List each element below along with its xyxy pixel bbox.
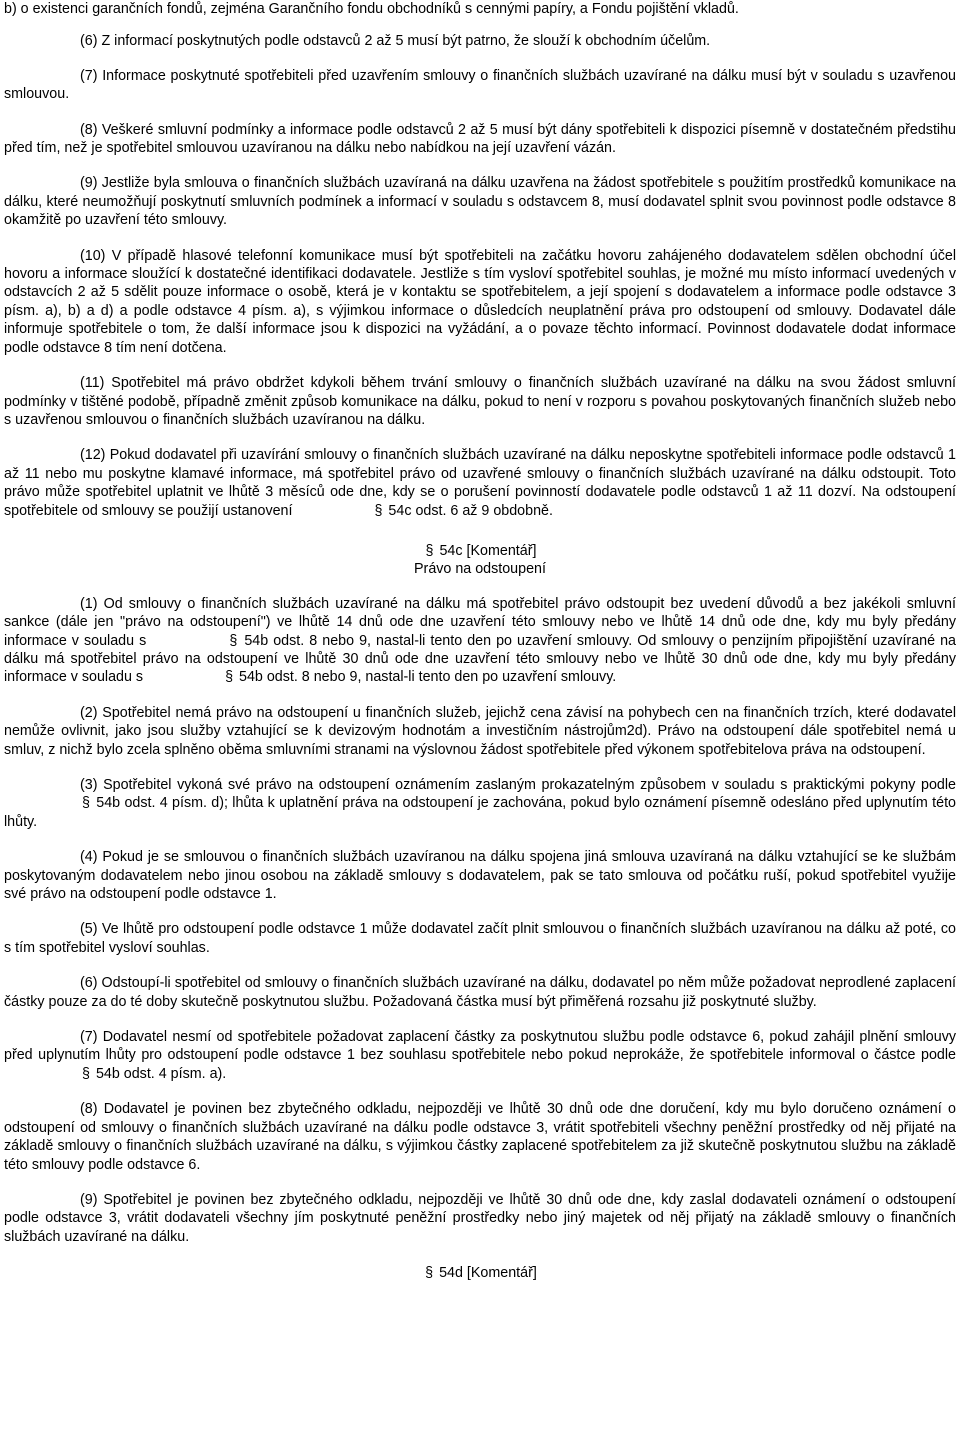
section-sign: § bbox=[229, 632, 238, 649]
section-sign: § bbox=[425, 542, 434, 559]
withdrawal-paragraph-2: (2) Spotřebitel nemá právo na odstoupení u finančních služeb, jejichž cena závisí na pohybech cen na finančních trzích, které dodavatel nemůže ovlivnit, jako jsou služby vztahující se k devizovým hodnotám a investičním nástrojům2d). Právo na odstoupení dále spotřebitel nemá u smluv, z nichž bylo zcela splněno oběma smluvními stranami na výslovnou žádost spotřebitele před výkonem spotřebitelova práva na odstoupení. bbox=[4, 704, 956, 758]
paragraph-12 bbox=[4, 446, 956, 520]
paragraph-10: (10) V případě hlasové telefonní komunikace musí být spotřebiteli na začátku hovoru zahájeného dodavatelem sdělen obchodní účel hovoru a informace sloužící k dostatečné identifikaci dodavatele. Jestliže s tím vysloví spotřebitel souhlas, je možné mu místo informací uvedených v odstavcích 2 až 5 sdělit pouze informace o osobě, která je v kontaktu se spotřebitelem, a její spojení s dodavatelem a informace podle odstavce 3 písm. a), b) a d) a podle odstavce 4 písm. a), s výjimkou informace o důsledcích neuplatnění práva pro odstoupení od smlouvy. Dodavatel dále informuje spotřebitele o tom, že další informace jsou k dispozici na vyžádání, a o povaze těchto informací. Povinnost dodavatele dodat informace podle odstavce 8 tím není dotčena. bbox=[4, 247, 956, 356]
section-sign: § bbox=[374, 502, 383, 519]
withdrawal-paragraph-3 bbox=[4, 776, 956, 831]
paragraph-9: (9) Jestliže byla smlouva o finančních službách uzavíraná na dálku uzavřena na žádost spotřebitele s použitím prostředků komunikace na dálku, které neumožňují poskytnutí smluvních podmínek a informací v souladu s odstavcem 8, musí dodavatel splnit svou povinnost podle odstavce 8 okamžitě po uzavření této smlouvy. bbox=[4, 175, 956, 229]
section-54c-heading bbox=[4, 542, 956, 560]
paragraph-11: (11) Spotřebitel má právo obdržet kdykoli během trvání smlouvy o finančních službách uzavírané na dálku na svou žádost smluvní podmínky v tištěné podobě, případně změnit způsob komunikace na dálku, pokud to není v rozporu s povahou poskytovaných finančních služeb nebo s uzavřenou smlouvou o finančních službách uzavíranou na dálku. bbox=[4, 375, 956, 428]
section-sign: § bbox=[82, 795, 90, 812]
section-54c-subtitle: Právo na odstoupení bbox=[414, 561, 546, 578]
paragraph-b: b) o existenci garančních fondů, zejména Garančního fondu obchodníků s cennými papíry, a Fondu pojištění vkladů. bbox=[4, 1, 739, 17]
section-sign: § bbox=[82, 1065, 90, 1082]
section-54d-title: 54d [Komentář] bbox=[439, 1265, 537, 1282]
withdrawal-paragraph-8: (8) Dodavatel je povinen bez zbytečného odkladu, nejpozději ve lhůtě 30 dnů ode dne doručení, kdy mu bylo doručeno oznámení o odstoupení od smlouvy o finančních službách uzavírané na dálku podle odstavce 3, vrátit spotřebiteli všechny peněžní prostředky od něj přijaté na základě smlouvy o finančních službách uzavírané na dálku, s výjimkou částky zaplacené spotřebitelem za již skutečně poskytnutou službu na základě této smlouvy podle odstavce 6. bbox=[4, 1101, 956, 1173]
withdrawal-1-text-b: 54b odst. 8 nebo 9, nastal-li tento den po uzavření smlouvy. Od smlouvy o penzijním připojištění uzavírané na dálku má spotřebitel právo na odstoupení ve lhůtě 30 dnů ode dne uzavření této smlouvy nebo ve lhůtě 30 dnů ode dne, kdy mu byly předány informace v souladu s bbox=[4, 632, 956, 686]
paragraph-7: (7) Informace poskytnuté spotřebiteli před uzavřením smlouvy o finančních službách uzavírané na dálku musí být v souladu s uzavřenou smlouvou. bbox=[4, 67, 956, 103]
withdrawal-7-text-b: 54b odst. 4 písm. a). bbox=[95, 1065, 227, 1082]
withdrawal-1-text-c: 54b odst. 8 nebo 9, nastal-li tento den po uzavření smlouvy. bbox=[239, 669, 617, 686]
withdrawal-paragraph-7 bbox=[4, 1028, 956, 1083]
paragraph-12-text-b: 54c odst. 6 až 9 obdobně. bbox=[388, 502, 553, 519]
withdrawal-1-text-a: (1) Od smlouvy o finančních službách uzavírané na dálku má spotřebitel právo odstoupit bez uvedení důvodů a bez jakékoli smluvní sankce (dále jen "právo na odstoupení") ve lhůtě 14 dnů ode dne uzavření této smlouvy nebo ve lhůtě 14 dnů ode dne, kdy mu byly předány informace v souladu s bbox=[4, 595, 956, 649]
withdrawal-paragraph-1 bbox=[4, 595, 956, 687]
withdrawal-3-text-a: (3) Spotřebitel vykoná své právo na odstoupení oznámením zaslaným prokazatelným způsobem v souladu s praktickými pokyny podle bbox=[80, 777, 956, 793]
section-sign: § bbox=[225, 669, 234, 686]
withdrawal-7-text-a: (7) Dodavatel nesmí od spotřebitele požadovat zaplacení částky za poskytnutou službu podle odstavce 6, pokud zahájil plnění smlouvy před uplynutím lhůty pro odstoupení podle odstavce 1 bez souhlasu spotřebitele nebo pokud neprokáže, že spotřebitele informoval o částce podle bbox=[4, 1029, 956, 1064]
section-sign: § bbox=[425, 1265, 434, 1282]
section-54d-heading bbox=[4, 1264, 956, 1282]
withdrawal-paragraph-5: (5) Ve lhůtě pro odstoupení podle odstavce 1 může dodavatel začít plnit smlouvou o finančních službách uzavíranou na dálku až poté, co s tím spotřebitel vysloví souhlas. bbox=[4, 921, 956, 956]
withdrawal-paragraph-6: (6) Odstoupí-li spotřebitel od smlouvy o finančních službách uzavírané na dálku, dodavatel po něm může požadovat neprodlené zaplacení částky pouze za do té doby skutečně poskytnutou službu. Požadovaná částka musí být přiměřená rozsahu již poskytnuté služby. bbox=[4, 975, 956, 1010]
section-54c-title: 54c [Komentář] bbox=[439, 542, 537, 559]
withdrawal-paragraph-4: (4) Pokud je se smlouvou o finančních službách uzavíranou na dálku spojena jiná smlouva uzavíraná na dálku vztahující se ke službám poskytovaným dodavatelem nebo jinou osobou na základě smlouvy s dodavatelem, pak se tato smlouva od počátku ruší, pokud spotřebitel využije své právo na odstoupení podle odstavce 1. bbox=[4, 849, 956, 903]
paragraph-12-text-a: (12) Pokud dodavatel při uzavírání smlouvy o finančních službách uzavírané na dálku neposkytne spotřebiteli informace podle odstavců 1 až 11 nebo mu poskytne klamavé informace, má spotřebitel právo od uzavřené smlouvy o finančních službách uzavírané na dálku odstoupit. Toto právo může spotřebitel uplatnit ve lhůtě 3 měsíců ode dne, kdy se o porušení povinností dodavatele podle odstavců 1 až 11 dozví. Na odstoupení spotřebitele od smlouvy se použijí ustanovení bbox=[4, 447, 956, 519]
paragraph-8: (8) Veškeré smluvní podmínky a informace podle odstavců 2 až 5 musí být dány spotřebiteli k dispozici písemně v dostatečném předstihu před tím, než je spotřebitel smlouvou uzavíranou na dálku nebo nabídkou na její uzavření vázán. bbox=[4, 121, 956, 157]
withdrawal-paragraph-9: (9) Spotřebitel je povinen bez zbytečného odkladu, nejpozději ve lhůtě 30 dnů ode dne, kdy zaslal dodavateli oznámení o odstoupení podle odstavce 3, vrátit dodavateli všechny jím poskytnuté peněžní prostředky nebo jiný majetek od něj přijatý na základě smlouvy o finančních službách uzavírané na dálku. bbox=[4, 1191, 956, 1245]
paragraph-6: (6) Z informací poskytnutých podle odstavců 2 až 5 musí být patrno, že slouží k obchodním účelům. bbox=[80, 33, 711, 50]
withdrawal-3-text-b: 54b odst. 4 písm. d); lhůta k uplatnění práva na odstoupení je zachována, pokud bylo oznámení písemně odesláno před uplynutím této lhůty. bbox=[4, 795, 956, 830]
